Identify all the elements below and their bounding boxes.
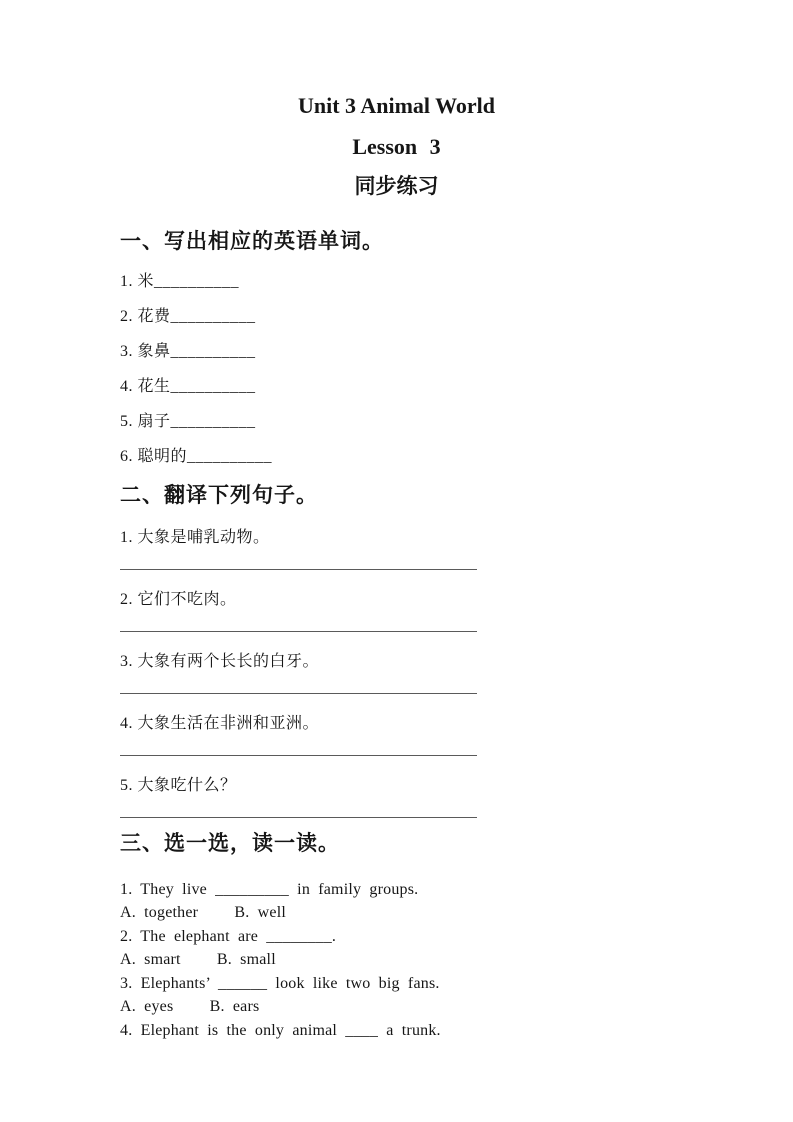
- option-a: A. eyes: [120, 998, 174, 1016]
- option-b: B. ears: [209, 998, 260, 1016]
- section-1-heading: 一、写出相应的英语单词。: [120, 229, 384, 254]
- translate-sentence: 2. 它们不吃肉。: [120, 590, 237, 608]
- answer-line: [120, 755, 477, 756]
- translate-sentence: 1. 大象是哺乳动物。: [120, 528, 270, 546]
- translate-sentence: 4. 大象生活在非洲和亚洲。: [120, 714, 320, 732]
- vocab-item: 4. 花生__________: [120, 377, 256, 395]
- choice-question: 4. Elephant is the only animal ____ a trunk.: [120, 1021, 441, 1039]
- option-a: A. smart: [120, 951, 181, 969]
- choice-options: [120, 901, 477, 925]
- translate-sentence: 5. 大象吃什么？: [120, 776, 237, 794]
- section-3-heading: 三、选一选，读一读。: [120, 830, 340, 855]
- choice-question: 1. They live _________ in family groups.: [120, 880, 419, 898]
- option-a: A. together: [120, 904, 199, 922]
- section-2-list: [120, 529, 477, 818]
- choice-options: [120, 948, 477, 972]
- answer-line: [120, 693, 477, 694]
- option-b: B. small: [216, 951, 276, 969]
- vocab-item: 2. 花费__________: [120, 307, 256, 325]
- vocab-item: 6. 聪明的__________: [120, 447, 273, 465]
- option-b: B. well: [234, 904, 287, 922]
- unit-title: Unit 3 Animal World: [297, 93, 496, 118]
- section-3-list: [120, 878, 477, 1043]
- worksheet-header: [0, 0, 793, 198]
- choice-options: [120, 995, 477, 1019]
- section-2-heading: 二、翻译下列句子。: [120, 482, 318, 507]
- worksheet-content: [0, 229, 477, 1042]
- translate-sentence: 3. 大象有两个长长的白牙。: [120, 652, 320, 670]
- choice-question: 3. Elephants’ ______ look like two big fans.: [120, 974, 440, 992]
- lesson-title: Lesson 3: [352, 134, 441, 160]
- choice-question: 2. The elephant are ________.: [120, 927, 337, 945]
- answer-line: [120, 631, 477, 632]
- vocab-item: 1. 米__________: [120, 272, 240, 290]
- answer-line: [120, 817, 477, 818]
- worksheet-subtitle: 同步练习: [354, 174, 439, 199]
- answer-line: [120, 569, 477, 570]
- vocab-item: 3. 象鼻__________: [120, 342, 256, 360]
- section-1-list: [120, 273, 477, 465]
- vocab-item: 5. 扇子__________: [120, 412, 256, 430]
